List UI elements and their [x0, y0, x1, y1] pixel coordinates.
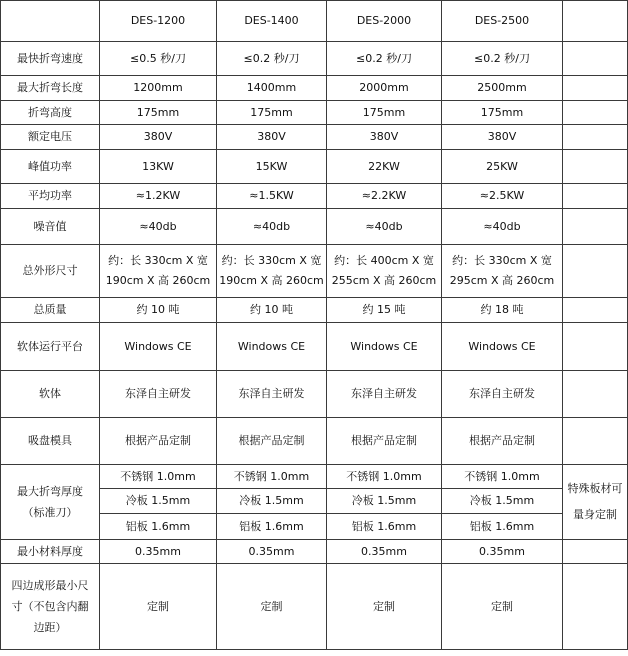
extra-column-cell — [563, 371, 628, 418]
table-cell: 根据产品定制 — [100, 418, 217, 465]
table-row — [1, 209, 628, 245]
table-cell: ≤0.2 秒/刀 — [327, 42, 442, 76]
table-row — [1, 418, 628, 465]
table-cell: 380V — [100, 125, 217, 150]
table-cell: ≈1.5KW — [217, 184, 327, 209]
table-cell: ≈40db — [100, 209, 217, 245]
extra-column-cell — [563, 101, 628, 125]
table-cell: Windows CE — [100, 323, 217, 371]
table-cell: 东泽自主研发 — [442, 371, 563, 418]
table-cell: 175mm — [100, 101, 217, 125]
table-cell: 约 10 吨 — [217, 298, 327, 323]
table-cell: 175mm — [217, 101, 327, 125]
table-cell: Windows CE — [217, 323, 327, 371]
table-cell: 25KW — [442, 150, 563, 184]
row-label: 吸盘模具 — [1, 418, 100, 465]
table-cell: 约 15 吨 — [327, 298, 442, 323]
extra-column-cell — [563, 42, 628, 76]
table-row — [1, 540, 628, 564]
model-header: DES-1400 — [217, 1, 327, 42]
table-cell: Windows CE — [442, 323, 563, 371]
row-label: 平均功率 — [1, 184, 100, 209]
extra-column-cell — [563, 540, 628, 564]
table-cell: 不锈钢 1.0mm — [442, 465, 563, 489]
thickness-row-stainless — [1, 465, 628, 489]
row-label: 最大折弯长度 — [1, 76, 100, 101]
table-cell: 0.35mm — [327, 540, 442, 564]
model-header: DES-2000 — [327, 1, 442, 42]
table-cell: 根据产品定制 — [217, 418, 327, 465]
table-cell: 定制 — [217, 564, 327, 650]
table-cell: 根据产品定制 — [327, 418, 442, 465]
table-cell: 15KW — [217, 150, 327, 184]
table-cell: 约：长 400cm X 宽 255cm X 高 260cm — [327, 245, 442, 298]
table-cell: 2500mm — [442, 76, 563, 101]
table-row — [1, 564, 628, 650]
table-row — [1, 125, 628, 150]
table-cell: 铝板 1.6mm — [442, 514, 563, 540]
table-cell: 铝板 1.6mm — [327, 514, 442, 540]
table-cell: 根据产品定制 — [442, 418, 563, 465]
table-cell: 东泽自主研发 — [327, 371, 442, 418]
table-cell: 0.35mm — [442, 540, 563, 564]
extra-column-cell — [563, 298, 628, 323]
row-label: 折弯高度 — [1, 101, 100, 125]
row-label: 最快折弯速度 — [1, 42, 100, 76]
extra-column-cell — [563, 1, 628, 42]
table-cell: 约 18 吨 — [442, 298, 563, 323]
table-cell: ≈1.2KW — [100, 184, 217, 209]
row-label: 软体 — [1, 371, 100, 418]
table-cell: 380V — [327, 125, 442, 150]
table-cell: 1400mm — [217, 76, 327, 101]
extra-column-cell — [563, 125, 628, 150]
table-cell: 定制 — [327, 564, 442, 650]
row-label: 最大折弯厚度（标准刀） — [1, 465, 100, 540]
extra-column-cell — [563, 323, 628, 371]
extra-column-cell — [563, 418, 628, 465]
table-cell: 铝板 1.6mm — [217, 514, 327, 540]
table-row — [1, 42, 628, 76]
table-cell: 铝板 1.6mm — [100, 514, 217, 540]
table-cell: ≤0.2 秒/刀 — [442, 42, 563, 76]
table-cell: 0.35mm — [217, 540, 327, 564]
extra-column-cell — [563, 150, 628, 184]
table-cell: 不锈钢 1.0mm — [327, 465, 442, 489]
model-header: DES-2500 — [442, 1, 563, 42]
table-cell: 东泽自主研发 — [100, 371, 217, 418]
table-cell: ≈2.5KW — [442, 184, 563, 209]
table-row — [1, 245, 628, 298]
table-row — [1, 150, 628, 184]
table-cell: ≈2.2KW — [327, 184, 442, 209]
row-label: 额定电压 — [1, 125, 100, 150]
table-cell: 175mm — [327, 101, 442, 125]
table-cell: 冷板 1.5mm — [327, 489, 442, 514]
table-cell: 定制 — [100, 564, 217, 650]
table-cell: 冷板 1.5mm — [217, 489, 327, 514]
table-cell: 175mm — [442, 101, 563, 125]
table-cell: ≤0.2 秒/刀 — [217, 42, 327, 76]
table-cell: 定制 — [442, 564, 563, 650]
extra-column-cell — [563, 76, 628, 101]
custom-note-cell: 特殊板材可量身定制 — [563, 465, 628, 540]
table-cell: 0.35mm — [100, 540, 217, 564]
model-header: DES-1200 — [100, 1, 217, 42]
table-cell: 约 10 吨 — [100, 298, 217, 323]
extra-column-cell — [563, 184, 628, 209]
row-label: 噪音值 — [1, 209, 100, 245]
table-row — [1, 371, 628, 418]
row-label: 总外形尺寸 — [1, 245, 100, 298]
table-cell: 约：长 330cm X 宽 190cm X 高 260cm — [217, 245, 327, 298]
row-label: 峰值功率 — [1, 150, 100, 184]
row-label: 软体运行平台 — [1, 323, 100, 371]
table-cell: 冷板 1.5mm — [442, 489, 563, 514]
row-label: 总质量 — [1, 298, 100, 323]
table-cell: Windows CE — [327, 323, 442, 371]
table-cell: 22KW — [327, 150, 442, 184]
row-label: 最小材料厚度 — [1, 540, 100, 564]
table-cell: ≈40db — [217, 209, 327, 245]
header-corner-cell — [1, 1, 100, 42]
table-row — [1, 101, 628, 125]
table-cell: 不锈钢 1.0mm — [100, 465, 217, 489]
table-cell: 冷板 1.5mm — [100, 489, 217, 514]
table-cell: 13KW — [100, 150, 217, 184]
table-cell: 1200mm — [100, 76, 217, 101]
table-cell: 不锈钢 1.0mm — [217, 465, 327, 489]
table-row — [1, 323, 628, 371]
table-cell: 约：长 330cm X 宽 295cm X 高 260cm — [442, 245, 563, 298]
header-row — [1, 1, 628, 42]
table-cell: 东泽自主研发 — [217, 371, 327, 418]
extra-column-cell — [563, 564, 628, 650]
table-row — [1, 184, 628, 209]
extra-column-cell — [563, 209, 628, 245]
extra-column-cell — [563, 245, 628, 298]
table-cell: 380V — [217, 125, 327, 150]
table-row — [1, 298, 628, 323]
table-cell: 380V — [442, 125, 563, 150]
row-label: 四边成形最小尺寸（不包含内翻边距） — [1, 564, 100, 650]
table-cell: ≤0.5 秒/刀 — [100, 42, 217, 76]
table-cell: 约：长 330cm X 宽 190cm X 高 260cm — [100, 245, 217, 298]
table-cell: ≈40db — [442, 209, 563, 245]
table-cell: 2000mm — [327, 76, 442, 101]
table-row — [1, 76, 628, 101]
table-cell: ≈40db — [327, 209, 442, 245]
